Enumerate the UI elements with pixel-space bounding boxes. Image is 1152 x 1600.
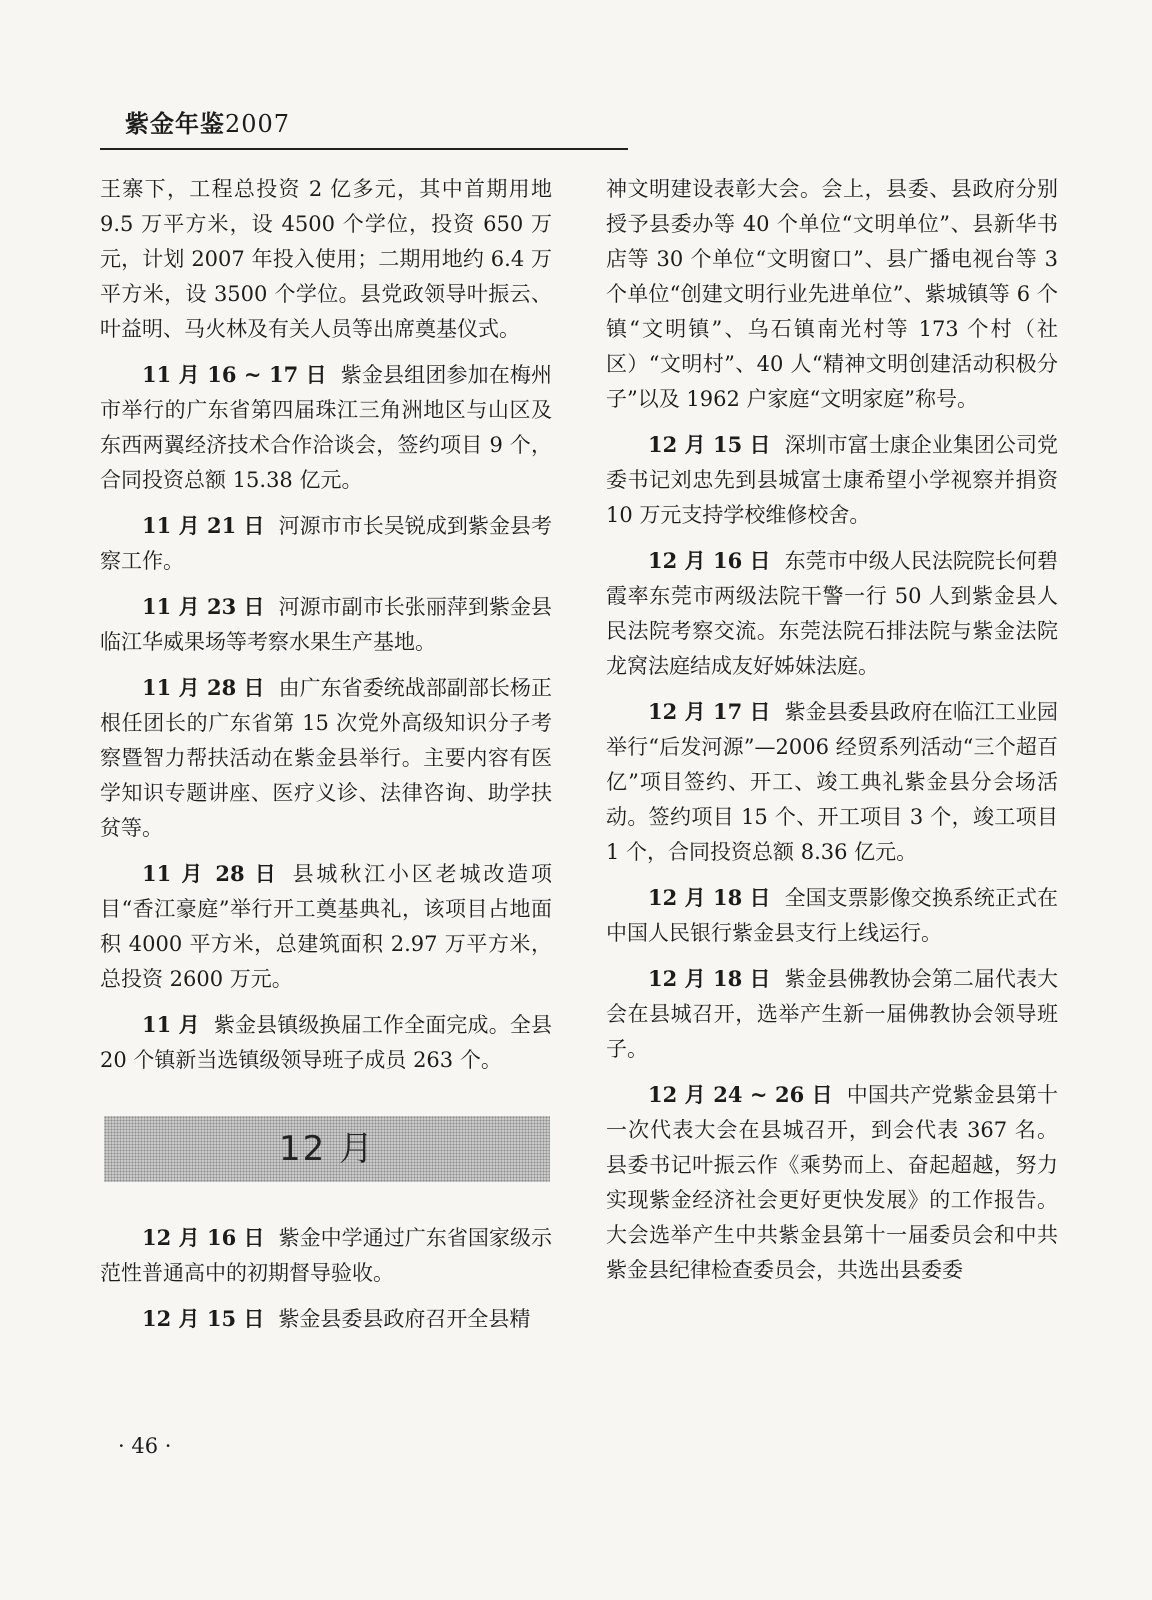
running-header [125,104,290,139]
right-column [606,172,1058,1298]
entry-text: 紫金县委县政府召开全县精 [278,1307,531,1331]
entry-date: 12 月 18 日 [648,885,771,910]
page-number: · 46 · [118,1434,172,1458]
chronicle-entry [100,670,552,846]
entry-date: 11 月 28 日 [142,861,279,886]
entry-text: 东莞市中级人民法院院长何碧霞率东莞市两级法院干警一行 50 人到紫金县人民法院考察交流。东莞法院石排法院与紫金法院龙窝法庭结成友好姊妹法庭。 [606,549,1058,678]
chronicle-entry [606,1077,1058,1288]
chronicle-entry [100,589,552,660]
continued-paragraph: 王寨下，工程总投资 2 亿多元，其中首期用地 9.5 万平方米，设 4500 个学位，投资 650 万元，计划 2007 年投入使用；二期用地约 6.4 万平方米，设 3500 个学位。县党政领导叶振云、叶益明、马火林及有关人员等出席奠基仪式。 [100,177,552,341]
entry-text: 紫金县委县政府在临江工业园举行“后发河源”—2006 经贸系列活动“三个超百亿”项目签约、开工、竣工典礼紫金县分会场活动。签约项目 15 个、开工项目 3 个，竣工项目 1 个，合同投资总额 8.36 亿元。 [606,700,1058,864]
entry-date: 11 月 21 日 [142,513,265,538]
entry-text: 河源市副市长张丽萍到紫金县临江华威果场等考察水果生产基地。 [100,595,552,654]
entry-text: 紫金县佛教协会第二届代表大会在县城召开，选举产生新一届佛教协会领导班子。 [606,967,1058,1061]
entry-text: 紫金县组团参加在梅州市举行的广东省第四届珠江三角洲地区与山区及东西两翼经济技术合作洽谈会，签约项目 9 个，合同投资总额 15.38 亿元。 [100,363,553,492]
chronicle-entry [100,1007,552,1078]
entry-text: 紫金中学通过广东省国家级示范性普通高中的初期督导验收。 [100,1226,552,1285]
header-year: 2007 [225,110,291,138]
entry-date: 12 月 16 日 [142,1225,265,1250]
entry-date: 12 月 16 日 [648,548,771,573]
chronicle-entry [100,1220,552,1291]
chronicle-entry [100,357,552,498]
entry-text: 全国支票影像交换系统正式在中国人民银行紫金县支行上线运行。 [606,886,1058,945]
header-rule [100,148,628,150]
entry-text: 由广东省委统战部副部长杨正根任团长的广东省第 15 次党外高级知识分子考察暨智力帮扶活动在紫金县举行。主要内容有医学知识专题讲座、医疗义诊、法律咨询、助学扶贫等。 [100,676,552,840]
chronicle-entry [100,508,552,579]
month-banner-label: 12 月 [278,1128,376,1169]
chronicle-entry [100,1301,552,1337]
entry-text: 县城秋江小区老城改造项目“香江豪庭”举行开工奠基典礼，该项目占地面积 4000 平方米，总建筑面积 2.97 万平方米，总投资 2600 万元。 [100,862,552,991]
header-title: 紫金年鉴 [125,109,225,138]
entry-text: 深圳市富士康企业集团公司党委书记刘忠先到县城富士康希望小学视察并捐资 10 万元支持学校维修校舍。 [606,433,1058,527]
entry-date: 12 月 15 日 [648,432,771,457]
entry-text: 河源市市长吴锐成到紫金县考察工作。 [100,514,552,573]
month-section-banner [104,1116,550,1182]
left-column [100,172,552,1347]
entry-text: 中国共产党紫金县第十一次代表大会在县城召开，到会代表 367 名。县委书记叶振云作《乘势而上、奋起超越，努力实现紫金经济社会更好更快发展》的工作报告。大会选举产生中共紫金县第十一届委员会和中共紫金县纪律检查委员会，共选出县委委 [606,1083,1059,1282]
entry-date: 12 月 18 日 [648,966,771,991]
entry-date: 12 月 15 日 [142,1306,265,1331]
entry-date: 12 月 17 日 [648,699,771,724]
entry-text: 紫金县镇级换届工作全面完成。全县 20 个镇新当选镇级领导班子成员 263 个。 [100,1013,552,1072]
chronicle-entry [606,961,1058,1067]
continued-paragraph: 神文明建设表彰大会。会上，县委、县政府分别授予县委办等 40 个单位“文明单位”、县新华书店等 30 个单位“文明窗口”、县广播电视台等 3 个单位“创建文明行业先进单位”、紫城镇等 6 个镇“文明镇”、乌石镇南光村等 173 个村（社区）“文明村”、40 人“精神文明创建活动积极分子”以及 1962 户家庭“文明家庭”称号。 [606,177,1058,411]
chronicle-entry [606,694,1058,870]
entry-date: 11 月 16 ~ 17 日 [142,362,327,387]
chronicle-entry [100,856,552,997]
chronicle-entry [606,427,1058,533]
chronicle-entry [606,880,1058,951]
entry-date: 11 月 28 日 [142,675,265,700]
entry-date: 11 月 23 日 [142,594,265,619]
chronicle-entry [606,543,1058,684]
entry-date: 11 月 [142,1012,200,1037]
entry-date: 12 月 24 ~ 26 日 [648,1082,833,1107]
